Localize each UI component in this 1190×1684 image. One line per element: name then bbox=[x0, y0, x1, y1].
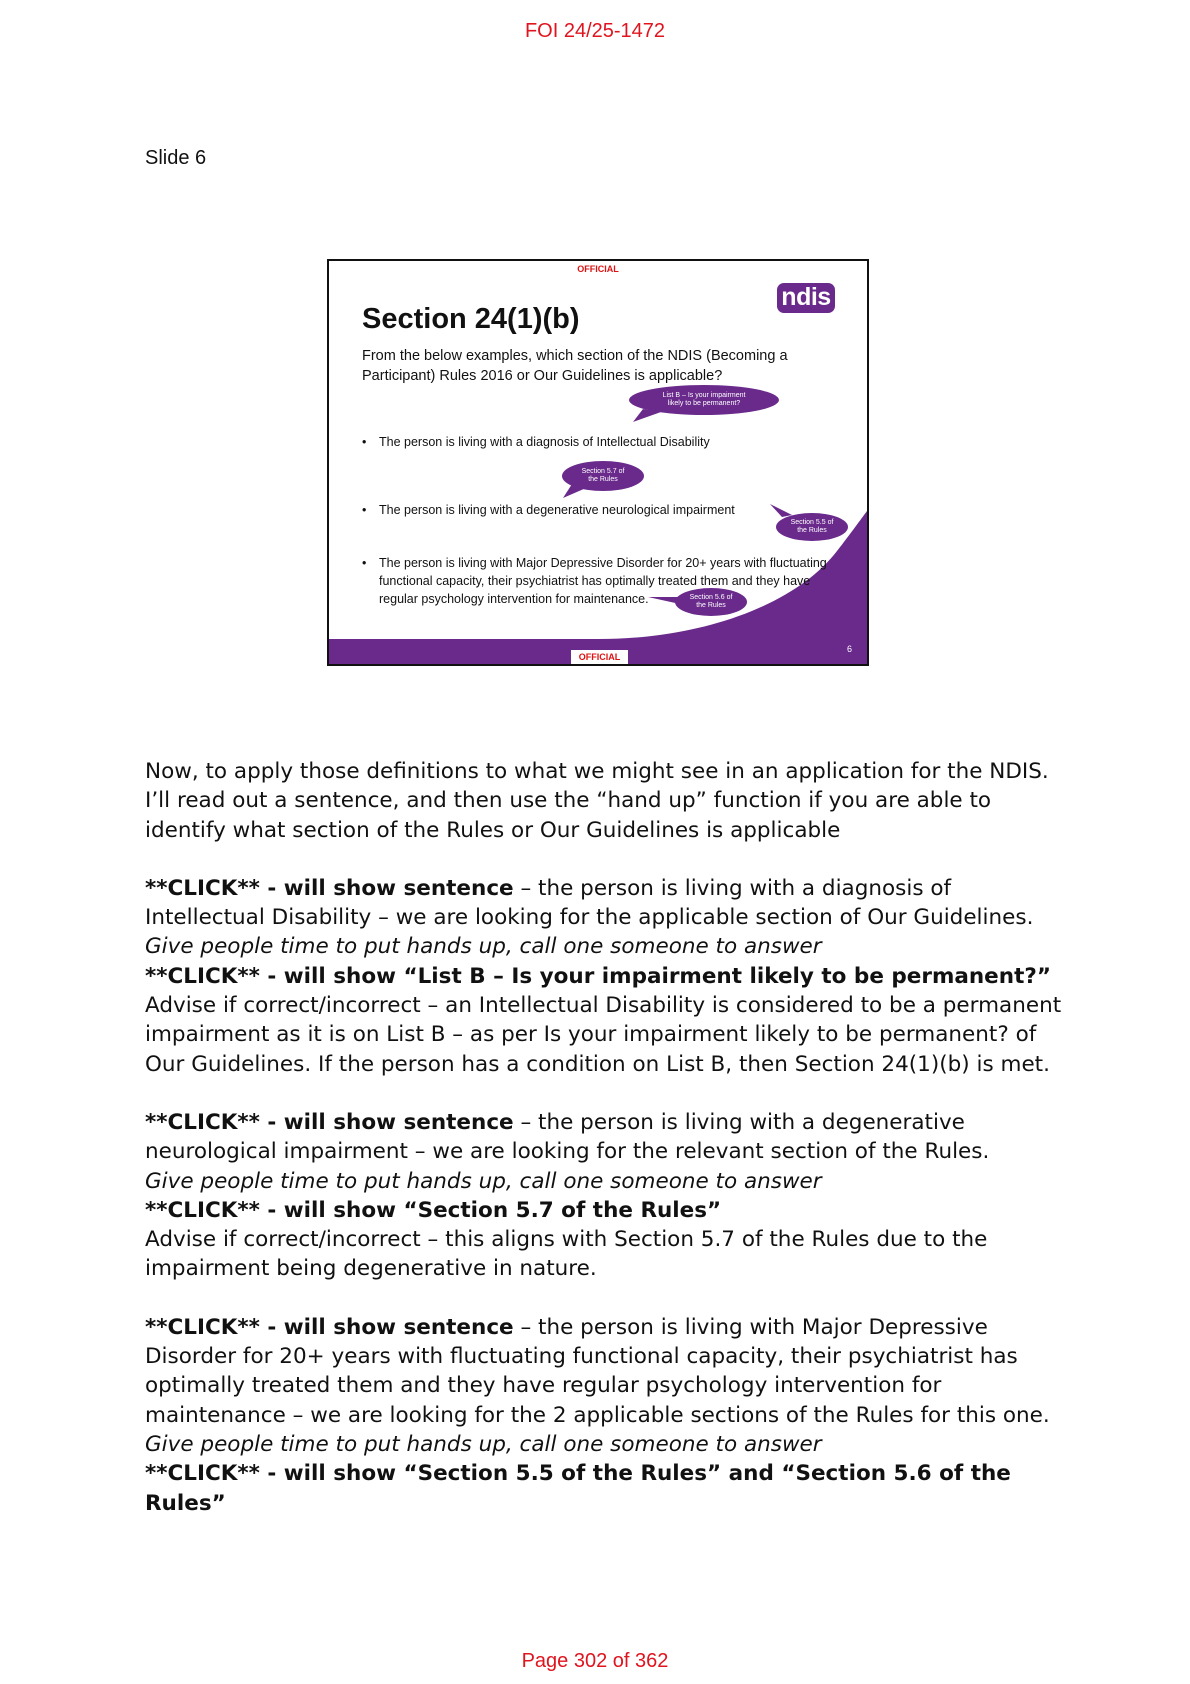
callout-section-5-7 bbox=[562, 461, 644, 495]
callout-section-5-6 bbox=[675, 588, 747, 616]
page-number: Page 302 of 362 bbox=[521, 1650, 669, 1672]
callout-section-5-5 bbox=[776, 513, 848, 543]
official-marking-bottom: OFFICIAL bbox=[571, 650, 628, 664]
official-marking-top: OFFICIAL bbox=[577, 264, 619, 274]
sentence-text: – the person is living with Major Depressive Disorder for 20+ years with fluctuating functional capacity, their psychiatrist has optimally treated them and they have regular psychology intervention for maintenance – we are looking for the 2 applicable sections of the Rules for this one. bbox=[145, 1314, 1050, 1428]
slide-title: Section 24(1)(b) bbox=[362, 303, 580, 335]
notes-block-1-instruction: Give people time to put hands up, call one someone to answer bbox=[145, 934, 822, 960]
speaker-notes bbox=[145, 757, 1065, 1518]
callout-list-b bbox=[629, 385, 779, 419]
sentence-text: – the person is living with a degenerative neurological impairment – we are looking for the relevant section of the Rules. bbox=[145, 1109, 990, 1165]
foi-reference: FOI 24/25-1472 bbox=[524, 20, 666, 42]
paragraph-spacer bbox=[145, 1284, 1065, 1313]
slide-bullet-text: The person is living with a degenerative neurological impairment bbox=[379, 503, 735, 517]
callout-text: Section 5.7 of the Rules bbox=[581, 468, 625, 483]
paragraph-spacer bbox=[145, 1079, 1065, 1108]
callout-text: Section 5.5 of the Rules bbox=[790, 519, 834, 534]
click-cue: **CLICK** - will show sentence bbox=[145, 1109, 514, 1135]
slide-number: 6 bbox=[847, 644, 853, 654]
click-cue: **CLICK** - will show sentence bbox=[145, 875, 514, 901]
callout-text: List B – Is your impairment likely to be permanent? bbox=[662, 392, 746, 407]
bullet-dot: • bbox=[362, 435, 367, 449]
notes-block-1-sentence bbox=[145, 874, 1065, 933]
notes-block-2-click: **CLICK** - will show “Section 5.7 of the Rules” bbox=[145, 1197, 722, 1223]
paragraph-spacer bbox=[145, 845, 1065, 874]
callout-text: Section 5.6 of the Rules bbox=[689, 594, 733, 609]
notes-block-2-advice: Advise if correct/incorrect – this aligns with Section 5.7 of the Rules due to the impairment being degenerative in nature. bbox=[145, 1227, 988, 1282]
slide-bullet-text: The person is living with a diagnosis of Intellectual Disability bbox=[379, 435, 710, 449]
slide-label: Slide 6 bbox=[145, 147, 207, 169]
bullet-dot: • bbox=[362, 556, 367, 570]
notes-intro: Now, to apply those definitions to what we might see in an application for the NDIS. I’ll read out a sentence, and then use the “hand up” function if you are able to identify what section of the Rules or Our Guidelines is applicable bbox=[145, 759, 1049, 843]
slide-bullet-text: The person is living with Major Depressive Disorder for 20+ years with fluctuating functional capacity, their psychiatrist has optimally treated them and they have regular psychology intervention for maintenance. bbox=[379, 556, 827, 606]
bullet-dot: • bbox=[362, 503, 367, 517]
notes-block-1-advice: Advise if correct/incorrect – an Intellectual Disability is considered to be a permanent impairment as it is on List B – as per Is your impairment likely to be permanent? of Our Guidelines. If the person has a condition on List B, then Section 24(1)(b) is met. bbox=[145, 993, 1062, 1077]
notes-block-2-instruction: Give people time to put hands up, call one someone to answer bbox=[145, 1168, 822, 1194]
notes-block-1-click: **CLICK** - will show “List B – Is your impairment likely to be permanent?” bbox=[145, 963, 1051, 989]
slide-intro: From the below examples, which section of the NDIS (Becoming a Participant) Rules 2016 or Our Guidelines is applicable? bbox=[362, 348, 788, 384]
slide-image bbox=[327, 259, 869, 666]
ndis-logo: ndis bbox=[777, 283, 835, 313]
notes-block-3-sentence bbox=[145, 1313, 1065, 1430]
notes-block-2-sentence bbox=[145, 1108, 1065, 1167]
sentence-text: – the person is living with a diagnosis of Intellectual Disability – we are looking for the applicable section of Our Guidelines. bbox=[145, 875, 1034, 931]
click-cue: **CLICK** - will show sentence bbox=[145, 1314, 514, 1340]
notes-block-3-instruction: Give people time to put hands up, call one someone to answer bbox=[145, 1431, 822, 1457]
notes-block-3-click: **CLICK** - will show “Section 5.5 of the Rules” and “Section 5.6 of the Rules” bbox=[145, 1461, 1011, 1516]
